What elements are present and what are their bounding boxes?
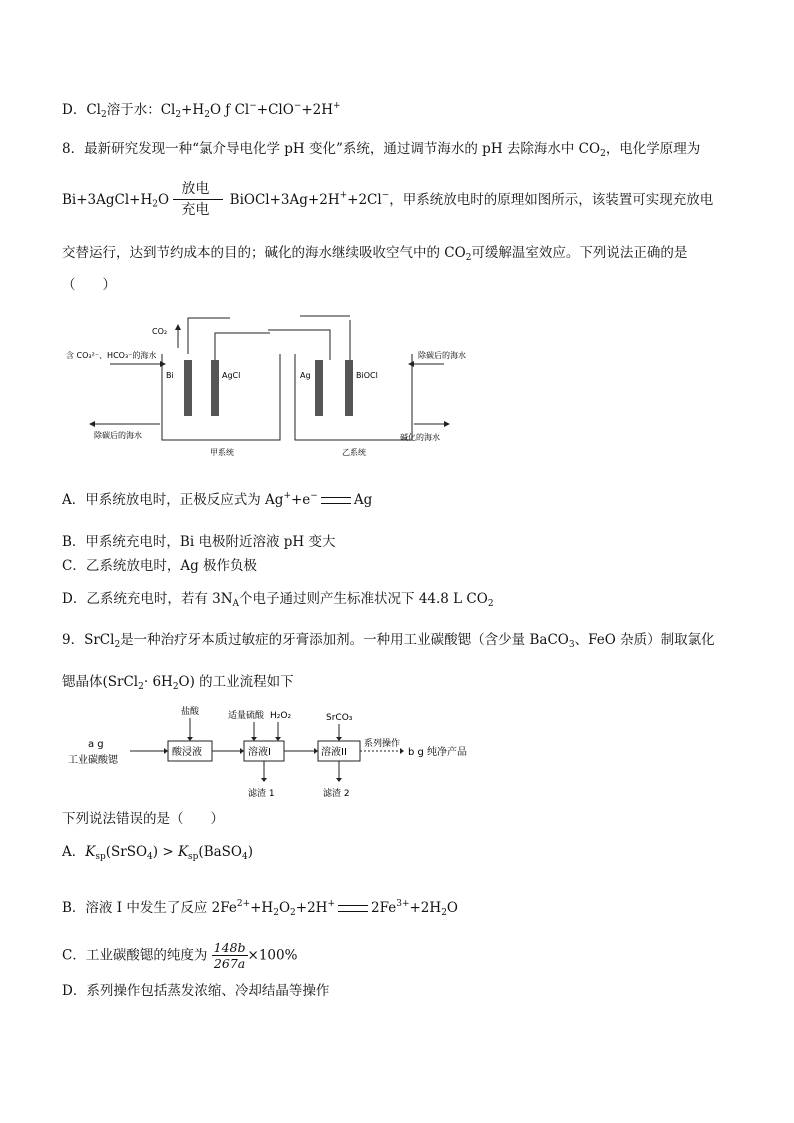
box-solution-2-label: 溶液II xyxy=(321,747,347,758)
reagent-h2so4-label: 适量硫酸 xyxy=(228,711,265,721)
residue-2-label: 滤渣 2 xyxy=(323,789,350,799)
product-label: b g 纯净产品 xyxy=(408,747,468,758)
series-operation-label: 系列操作 xyxy=(364,739,401,749)
inflow-right-label: 除碳后的海水 xyxy=(418,351,466,360)
q9-option-b: B．溶液 I 中发生了反应 $2Fe^{2+}+H_2O_2+2H^+$ $2Fe^{3+}+2H_2O$ xyxy=(62,899,458,918)
agcl-electrode xyxy=(211,360,219,416)
inflow-left-label: 含 CO₃²⁻、HCO₃⁻的海水 xyxy=(66,351,157,360)
q9-stem-line1: 9．SrCl$_2$是一种治疗牙本质过敏症的牙膏添加剂。一种用工业碳酸锶（含少量 BaCO$_3$、FeO 杂质）制取氯化 xyxy=(62,632,715,650)
q8-option-a: A．甲系统放电时，正极反应式为 Ag++e− Ag xyxy=(62,491,373,508)
q8-equation-line: $Bi+3AgCl+H_2O$ 放电 充电 BiOCl+3Ag+2H++2Cl−，甲系统放电时的原理如图所示，该装置可实现充放电 xyxy=(62,181,714,218)
q8-option-b: B．甲系统充电时，Bi 电极附近溶液 pH 变大 xyxy=(62,534,336,550)
q9-question: 下列说法错误的是（ ） xyxy=(62,811,224,827)
q8-stem-line3: 交替运行，达到节约成本的目的；碱化的海水继续吸收空气中的 $CO_2$可缓解温室效应。下列说法正确的是 xyxy=(62,245,688,263)
system-jia-label: 甲系统 xyxy=(210,448,234,457)
start-mass-label: a g xyxy=(88,739,104,750)
ag-electrode xyxy=(315,360,323,416)
prev-option-d: D．$Cl_2$溶于水：$Cl_2+H_2O$ ƒ Cl−+ClO−+2H+ xyxy=(62,101,341,120)
q9-option-a: A．$K_{sp}(SrSO_4)$ > $K_{sp}(BaSO_4)$ xyxy=(62,844,253,862)
residue-1-label: 滤渣 1 xyxy=(248,789,275,799)
q9-option-d: D．系列操作包括蒸发浓缩、冷却结晶等操作 xyxy=(62,983,330,999)
purity-fraction: $\frac{148b}{267a}$ xyxy=(213,940,246,971)
box-solution-1-label: 溶液I xyxy=(248,747,271,758)
co2-label: CO₂ xyxy=(152,327,168,336)
bi-electrode xyxy=(184,360,192,416)
agcl-label: AgCl xyxy=(222,371,241,380)
q8-bracket: （ ） xyxy=(62,277,116,293)
q9-option-c: C．工业碳酸锶的纯度为 $\frac{148b}{267a}$ ×100% xyxy=(62,940,298,971)
q9-stem-line2: 锶晶体(SrCl$_2$· $6H_2O$) 的工业流程如下 xyxy=(62,674,294,692)
q8-option-d: D．乙系统充电时，若有 $3N_A$个电子通过则产生标准状况下 44.8 L $CO_2$ xyxy=(62,591,494,609)
box-acid-leach-label: 酸浸液 xyxy=(172,747,202,758)
outflow-right-label: 碱化的海水 xyxy=(400,433,440,442)
reagent-hcl-label: 盐酸 xyxy=(181,707,200,717)
reagent-h2o2-label: H₂O₂ xyxy=(270,711,292,721)
reversible-arrow: 放电 充电 xyxy=(173,180,225,220)
reagent-srco3-label: SrCO₃ xyxy=(326,713,353,723)
biocl-label: BiOCl xyxy=(356,371,378,380)
process-flowchart xyxy=(68,700,508,810)
system-yi-label: 乙系统 xyxy=(342,448,366,457)
q8-stem-line1: 8．最新研究发现一种“氯介导电化学 pH 变化”系统，通过调节海水的 pH 去除海水中 $CO_2$，电化学原理为 xyxy=(62,141,701,159)
q8-option-c: C．乙系统放电时，Ag 极作负极 xyxy=(62,558,258,574)
start-material-label: 工业碳酸锶 xyxy=(68,755,118,766)
outflow-left-label: 除碳后的海水 xyxy=(94,431,142,440)
ag-label: Ag xyxy=(300,371,311,380)
bi-label: Bi xyxy=(166,371,174,380)
biocl-electrode xyxy=(345,360,353,416)
electrochemistry-diagram xyxy=(60,308,466,468)
